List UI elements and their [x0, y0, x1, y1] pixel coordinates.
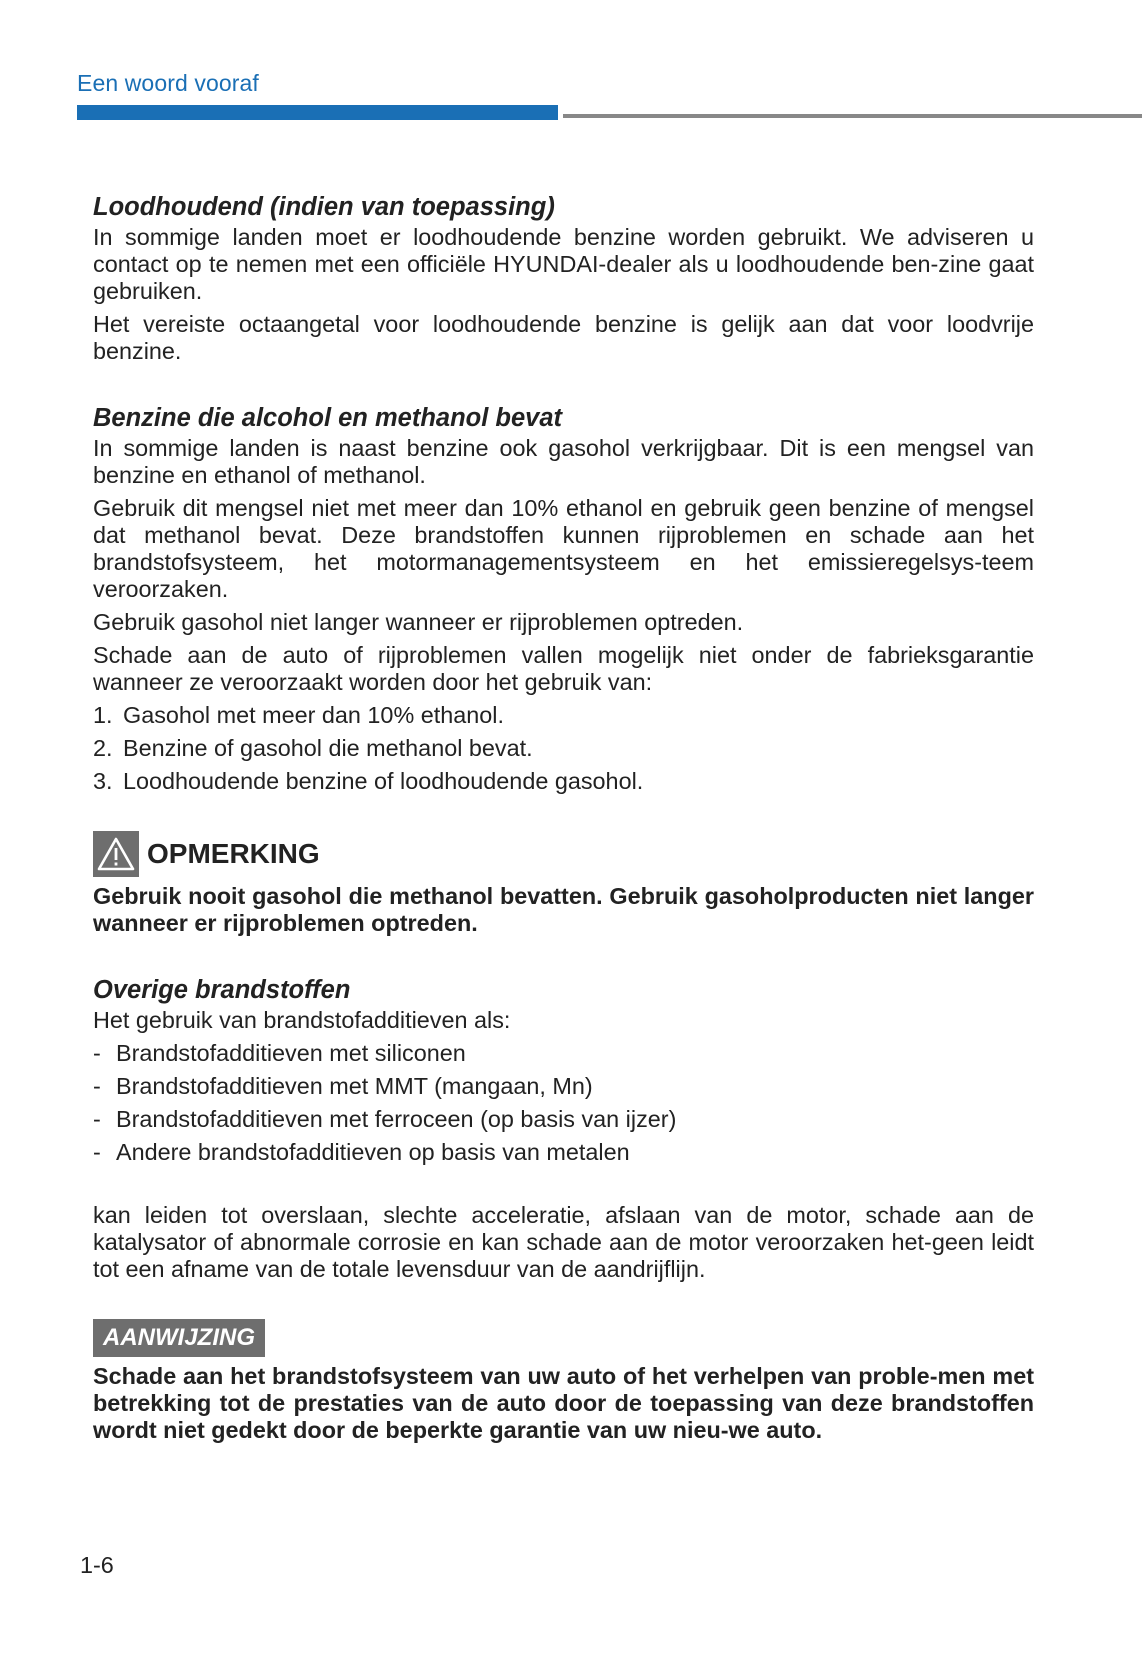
list-number: 2. — [93, 735, 113, 761]
header-rule — [563, 114, 1142, 118]
section-heading-alcohol: Benzine die alcohol en methanol bevat — [93, 404, 563, 432]
caution-title: OPMERKING — [147, 838, 320, 869]
warning-triangle-icon — [93, 831, 139, 877]
list-text: Gasohol met meer dan 10% ethanol. — [123, 702, 504, 728]
list-dash: - — [93, 1073, 101, 1099]
caution-text: Gebruik nooit gasohol die methanol bevatten. Gebruik gasoholproducten niet langer wanneer er rijproblemen optreden. — [93, 883, 1034, 936]
header-accent-bar — [77, 105, 558, 120]
note-label: AANWIJZING — [93, 1319, 265, 1357]
page-content — [93, 192, 1034, 1444]
list-text: Loodhoudende benzine of loodhoudende gasohol. — [123, 768, 644, 794]
paragraph: Schade aan de auto of rijproblemen vallen mogelijk niet onder de fabrieksgarantie wanneer ze veroorzaakt worden door het gebruik van: — [93, 642, 1034, 695]
list-item — [93, 768, 1034, 795]
paragraph: In sommige landen is naast benzine ook gasohol verkrijgbaar. Dit is een mengsel van benzine en ethanol of methanol. — [93, 435, 1034, 488]
list-dash: - — [93, 1139, 101, 1165]
caution-header — [93, 831, 1034, 877]
section-heading-leaded: Loodhoudend (indien van toepassing) — [93, 193, 555, 221]
list-text: Andere brandstofadditieven op basis van metalen — [116, 1139, 630, 1165]
list-item — [93, 1040, 1034, 1067]
list-dash: - — [93, 1106, 101, 1132]
list-number: 1. — [93, 702, 113, 728]
paragraph: In sommige landen moet er loodhoudende benzine worden gebruikt. We adviseren u contact op te nemen met een officiële HYUNDAI-dealer als u loodhoudende ben-zine gaat gebruiken. — [93, 224, 1034, 304]
list-item — [93, 1139, 1034, 1166]
list-dash: - — [93, 1040, 101, 1066]
paragraph: Gebruik dit mengsel niet met meer dan 10% ethanol en gebruik geen benzine of mengsel dat methanol bevat. Deze brandstoffen kunnen rijproblemen en schade aan het brandstofsysteem, het motormanagementsysteem en het emissieregelsys-teem veroorzaken. — [93, 495, 1034, 602]
list-text: Brandstofadditieven met siliconen — [116, 1040, 466, 1066]
paragraph: kan leiden tot overslaan, slechte acceleratie, afslaan van de motor, schade aan de katalysator of abnormale corrosie en kan schade aan de motor veroorzaken het-geen leidt tot een afname van de totale levensduur van de aandrijflijn. — [93, 1202, 1034, 1282]
paragraph: Het gebruik van brandstofadditieven als: — [93, 1007, 511, 1033]
list-item — [93, 1106, 1034, 1133]
list-item — [93, 735, 1034, 762]
note-text: Schade aan het brandstofsysteem van uw auto of het verhelpen van proble-men met betrekking tot de prestaties van de auto door de toepassing van deze brandstoffen wordt niet gedekt door de beperkte garantie van uw nieu-we auto. — [93, 1363, 1034, 1443]
list-text: Benzine of gasohol die methanol bevat. — [123, 735, 533, 761]
list-text: Brandstofadditieven met MMT (mangaan, Mn) — [116, 1073, 593, 1099]
section-heading-other-fuels: Overige brandstoffen — [93, 976, 351, 1004]
list-number: 3. — [93, 768, 113, 794]
paragraph: Gebruik gasohol niet langer wanneer er rijproblemen optreden. — [93, 609, 744, 635]
note-block — [93, 1319, 1034, 1444]
paragraph: Het vereiste octaangetal voor loodhoudende benzine is gelijk aan dat voor loodvrije benzine. — [93, 311, 1034, 364]
list-text: Brandstofadditieven met ferroceen (op basis van ijzer) — [116, 1106, 677, 1132]
page-number: 1-6 — [80, 1552, 114, 1578]
chapter-title: Een woord vooraf — [77, 70, 259, 96]
list-item — [93, 1073, 1034, 1100]
list-item — [93, 702, 1034, 729]
